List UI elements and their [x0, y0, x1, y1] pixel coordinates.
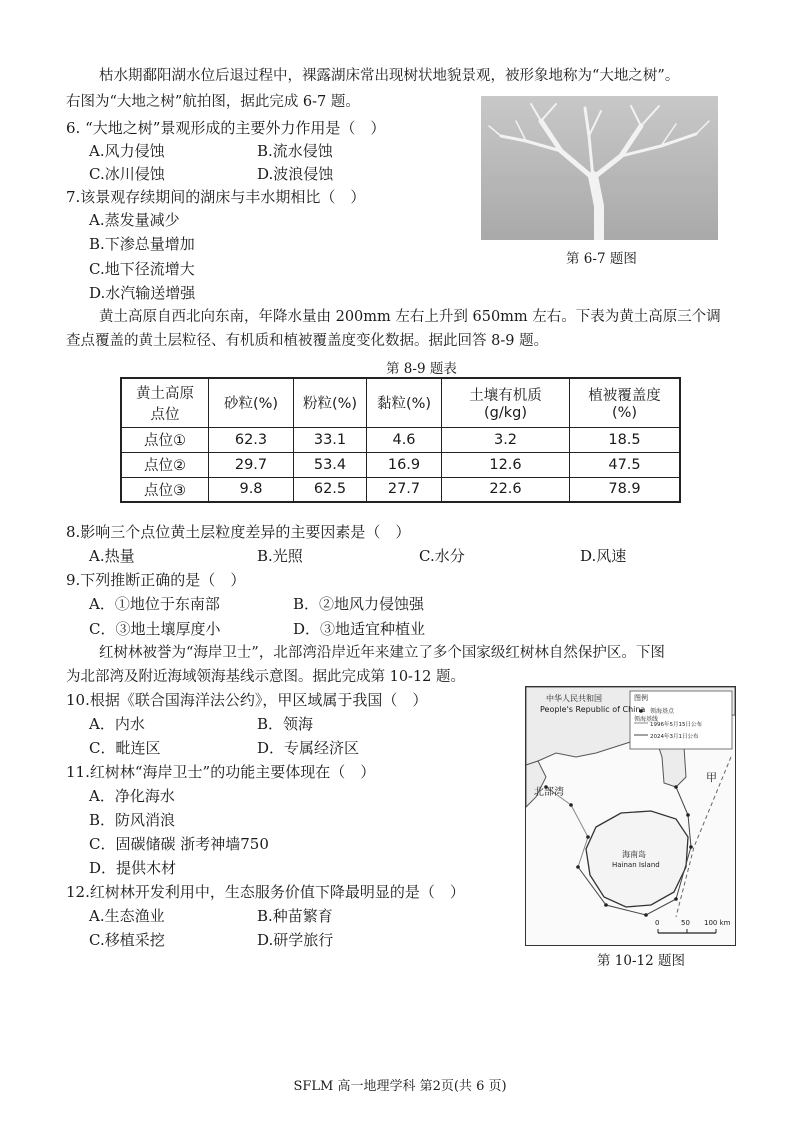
table-cell: 47.5: [570, 452, 681, 477]
q7-stem: 7.该景观存续期间的湖床与丰水期相比（ ）: [66, 188, 366, 206]
map-island-en: Hainan Island: [612, 861, 660, 869]
page-footer: SFLM 高一地理学科 第2页(共 6 页): [293, 1079, 507, 1094]
header-clay: 黏粒(%): [367, 378, 442, 427]
map-scale-50: 50: [681, 919, 690, 927]
tree-landscape-photo: [481, 96, 718, 240]
q11-stem: 11.红树林“海岸卫士”的功能主要体现在（ ）: [66, 763, 376, 781]
header-vegetation-line1: 植被覆盖度: [588, 388, 661, 405]
q8-stem: 8.影响三个点位黄土层粒度差异的主要因素是（ ）: [66, 523, 411, 541]
q10-option-b: B．领海: [257, 715, 314, 733]
table-cell: 3.2: [442, 427, 570, 452]
header-site: [121, 378, 209, 427]
q6-option-d: D.波浪侵蚀: [257, 165, 334, 183]
table-caption: 第 8-9 题表: [386, 361, 457, 377]
header-organic-line2: (g/kg): [483, 405, 527, 422]
q11-option-d: D．提供木材: [89, 859, 177, 877]
map-scale-0: 0: [655, 919, 660, 927]
header-vegetation: [570, 378, 681, 427]
intro-10-12-line2: 为北部湾及附近海域领海基线示意图。据此完成第 10-12 题。: [66, 669, 466, 685]
header-vegetation-line2: (%): [611, 405, 638, 422]
q12-stem: 12.红树林开发利用中，生态服务价值下降最明显的是（ ）: [66, 883, 465, 901]
intro-10-12-line1: 红树林被誉为“海岸卫士”，北部湾沿岸近年来建立了多个国家级红树林自然保护区。下图: [99, 645, 665, 661]
aerial-tree-image: [481, 96, 718, 240]
header-organic-line1: 土壤有机质: [469, 388, 542, 405]
q10-option-c: C．毗连区: [89, 739, 161, 757]
table-cell: 点位②: [121, 452, 209, 477]
beibu-gulf-baseline-map: [525, 686, 736, 946]
table-cell: 22.6: [442, 477, 570, 502]
table-cell: 4.6: [367, 427, 442, 452]
map-legend-title: 图例: [634, 694, 648, 702]
q8-option-a: A.热量: [89, 547, 135, 565]
q9-option-d: D．③地适宜种植业: [293, 620, 426, 638]
header-site-line1: 黄土高原: [136, 385, 194, 402]
q12-option-d: D.研学旅行: [257, 931, 334, 949]
map-country-en: People's Republic of China: [540, 705, 646, 714]
q11-option-b: B．防风消浪: [89, 811, 176, 829]
map-legend-1996: 1996年5月15日公布: [650, 722, 702, 728]
table-cell: 53.4: [294, 452, 367, 477]
q8-option-c: C.水分: [419, 547, 465, 565]
photo-caption: 第 6-7 题图: [566, 251, 637, 267]
q9-option-a: A．①地位于东南部: [89, 595, 220, 613]
table-cell: 62.3: [209, 427, 294, 452]
intro-6-7-line2: 右图为“大地之树”航拍图，据此完成 6-7 题。: [66, 94, 360, 110]
q6-option-c: C.冰川侵蚀: [89, 165, 165, 183]
q12-option-b: B.种苗繁育: [257, 907, 333, 925]
q8-option-b: B.光照: [257, 547, 303, 565]
q12-option-a: A.生态渔业: [89, 907, 165, 925]
q6-stem: 6. “大地之树”景观形成的主要外力作用是（ ）: [66, 119, 386, 137]
q10-option-d: D．专属经济区: [257, 739, 360, 757]
q8-option-d: D.风速: [580, 547, 627, 565]
table-cell: 27.7: [367, 477, 442, 502]
map-scale-100: 100 km: [704, 919, 731, 927]
soil-data-table: [120, 377, 681, 503]
table-header-row: [121, 378, 680, 427]
intro-8-9-line1: 黄土高原自西北向东南，年降水量由 200mm 左右上升到 650mm 左右。下表为黄土高原三个调: [99, 309, 721, 325]
q6-option-b: B.流水侵蚀: [257, 142, 333, 160]
q9-stem: 9.下列推断正确的是（ ）: [66, 571, 246, 589]
table-cell: 33.1: [294, 427, 367, 452]
header-sand: 砂粒(%): [209, 378, 294, 427]
map-country-cn: 中华人民共和国: [546, 694, 602, 703]
map-legend-point: 领海基点: [650, 708, 675, 715]
header-silt: 粉粒(%): [294, 378, 367, 427]
q11-option-a: A．净化海水: [89, 787, 175, 805]
table-cell: 12.6: [442, 452, 570, 477]
table-cell: 点位③: [121, 477, 209, 502]
q10-option-a: A．内水: [89, 715, 145, 733]
q12-option-c: C.移植采挖: [89, 931, 165, 949]
q7-option-d: D.水汽输送增强: [89, 284, 196, 302]
table-cell: 16.9: [367, 452, 442, 477]
map-caption: 第 10-12 题图: [597, 953, 686, 969]
q7-option-b: B.下渗总量增加: [89, 235, 195, 253]
map-legend-2024: 2024年3月1日公布: [650, 734, 699, 740]
q9-option-b: B．②地风力侵蚀强: [293, 595, 425, 613]
q10-stem: 10.根据《联合国海洋法公约》，甲区域属于我国（ ）: [66, 691, 428, 709]
header-organic: [442, 378, 570, 427]
table-row: [121, 452, 680, 477]
table-cell: 9.8: [209, 477, 294, 502]
map-island-cn: 海南岛: [622, 850, 646, 859]
table-row: [121, 427, 680, 452]
map-legend-line: 领海基线: [634, 716, 659, 723]
table-cell: 78.9: [570, 477, 681, 502]
map-drawing: [526, 687, 735, 945]
q6-option-a: A.风力侵蚀: [89, 142, 165, 160]
map-label-jia: 甲: [706, 771, 717, 784]
q11-option-c: C．固碳储碳 浙考神墙750: [89, 835, 269, 853]
table-cell: 点位①: [121, 427, 209, 452]
q7-option-a: A.蒸发量减少: [89, 211, 180, 229]
table-row: [121, 477, 680, 502]
intro-8-9-line2: 查点覆盖的黄土层粒径、有机质和植被覆盖度变化数据。据此回答 8-9 题。: [66, 333, 549, 349]
q9-option-c: C．③地土壤厚度小: [89, 620, 221, 638]
table-cell: 62.5: [294, 477, 367, 502]
q7-option-c: C.地下径流增大: [89, 260, 195, 278]
table-cell: 29.7: [209, 452, 294, 477]
header-site-line2: 点位: [150, 406, 180, 423]
table-cell: 18.5: [570, 427, 681, 452]
map-label-beibu: 北部湾: [534, 787, 564, 798]
intro-6-7-line1: 枯水期鄱阳湖水位后退过程中，裸露湖床常出现树状地貌景观，被形象地称为“大地之树”。: [99, 68, 680, 84]
